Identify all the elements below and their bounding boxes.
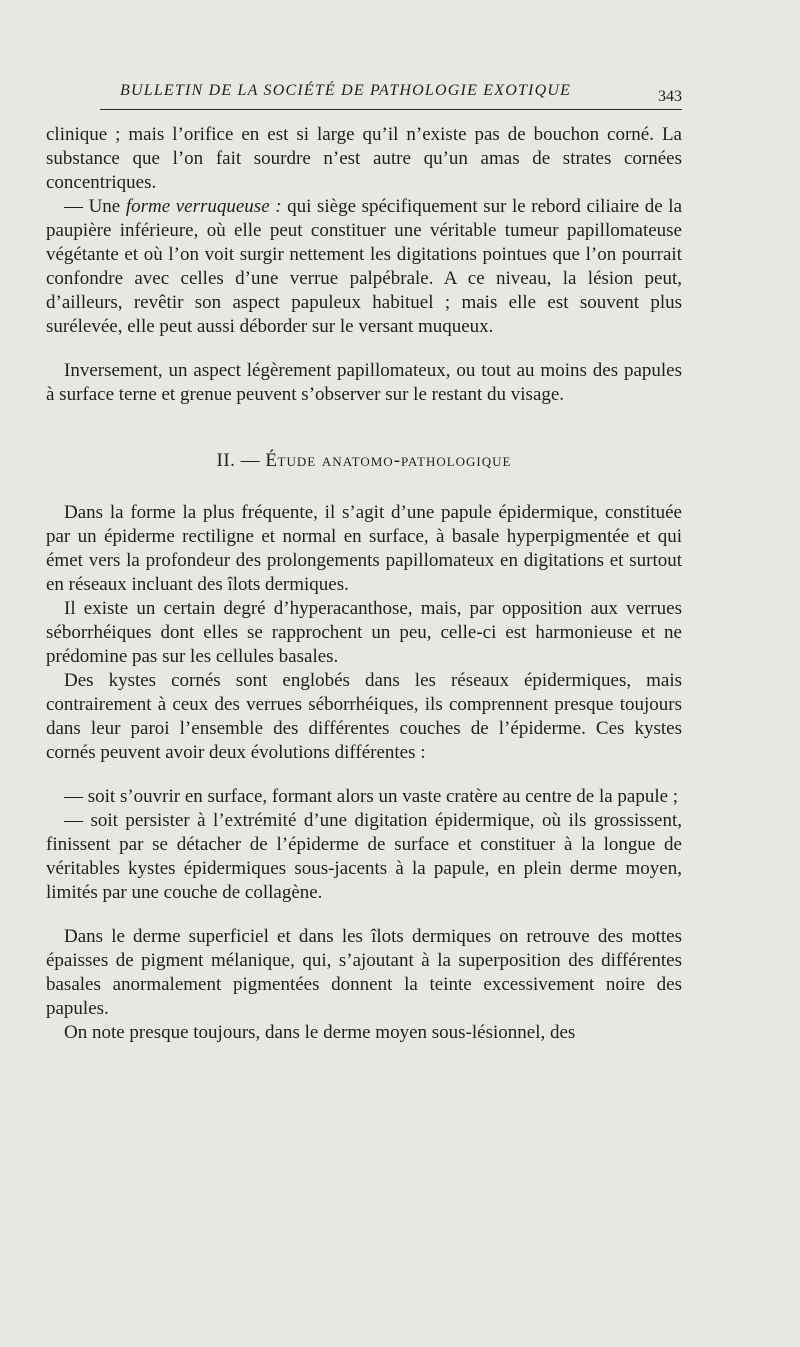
- paragraph-1: clinique ; mais l’orifice en est si large qu’il n’existe pas de bouchon corné. La substance que l’on fait sourdre n’est autre qu’un amas de strates cornées concentriques.: [46, 124, 682, 193]
- paragraph-2: [46, 195, 682, 339]
- paragraph-2-rest: qui siège spécifiquement sur le rebord ciliaire de la paupière inférieure, où elle peut constituer une véritable tumeur papillomateuse végétante et où l’on voit surgir nettement les digitations pointues que l’on pourrait confondre avec celles d’une verrue palpébrale. A ce niveau, la lésion peut, d’ailleurs, revêtir son aspect papuleux habituel ; mais elle est souvent plus surélevée, elle peut aussi déborder sur le versant muqueux.: [46, 196, 682, 337]
- section-title: tude anatomo-pathologique: [277, 450, 512, 471]
- body-text: [46, 123, 682, 1045]
- paragraph-7: — soit s’ouvrir en surface, formant alors un vaste cratère au centre de la papule ;: [64, 786, 679, 807]
- page-number: 343: [658, 88, 682, 105]
- paragraph-9: Dans le derme superficiel et dans les îlots dermiques on retrouve des mottes épaisses de pigment mélanique, qui, s’ajoutant à la superposition des différentes basales anormalement pigmentées donnent la teinte excessivement noire des papules.: [46, 926, 682, 1019]
- header-rule: [100, 109, 682, 110]
- section-initial: É: [265, 450, 278, 471]
- paragraph-2-dash: — Une: [64, 196, 126, 217]
- paragraph-5: Il existe un certain degré d’hyperacanthose, mais, par opposition aux verrues séborrhéiques dont elles se rapprochent un peu, celle-ci est harmonieuse et ne prédomine pas sur les cellules basales.: [46, 598, 682, 667]
- journal-title: BULLETIN DE LA SOCIÉTÉ DE PATHOLOGIE EXOTIQUE: [120, 82, 572, 99]
- paragraph-8: — soit persister à l’extrémité d’une digitation épidermique, où ils grossissent, finissent par se détacher de l’épiderme de surface et constituer à la longue de véritables kystes épidermiques sous-jacents à la papule, en plein derme moyen, limités par une couche de collagène.: [46, 810, 682, 903]
- paragraph-4: Dans la forme la plus fréquente, il s’agit d’une papule épidermique, constituée par un épiderme rectiligne et normal en surface, à basale hyperpigmentée et qui émet vers la profondeur des prolongements papillomateux en digitations et surtout en réseaux incluant des îlots dermiques.: [46, 502, 682, 595]
- section-heading: [46, 449, 682, 473]
- paragraph-6: Des kystes cornés sont englobés dans les réseaux épidermiques, mais contrairement à ceux des verrues séborrhéiques, ils comprennent presque toujours dans leur paroi l’ensemble des différentes couches de l’épiderme. Ces kystes cornés peuvent avoir deux évolutions différentes :: [46, 670, 682, 763]
- section-number: II. —: [216, 450, 261, 471]
- paragraph-10: On note presque toujours, dans le derme moyen sous-lésionnel, des: [64, 1022, 576, 1043]
- paragraph-3: Inversement, un aspect légèrement papillomateux, ou tout au moins des papules à surface terne et grenue peuvent s’observer sur le restant du visage.: [46, 360, 682, 405]
- paragraph-2-term: forme verruqueuse :: [125, 196, 282, 217]
- running-header: [100, 82, 682, 106]
